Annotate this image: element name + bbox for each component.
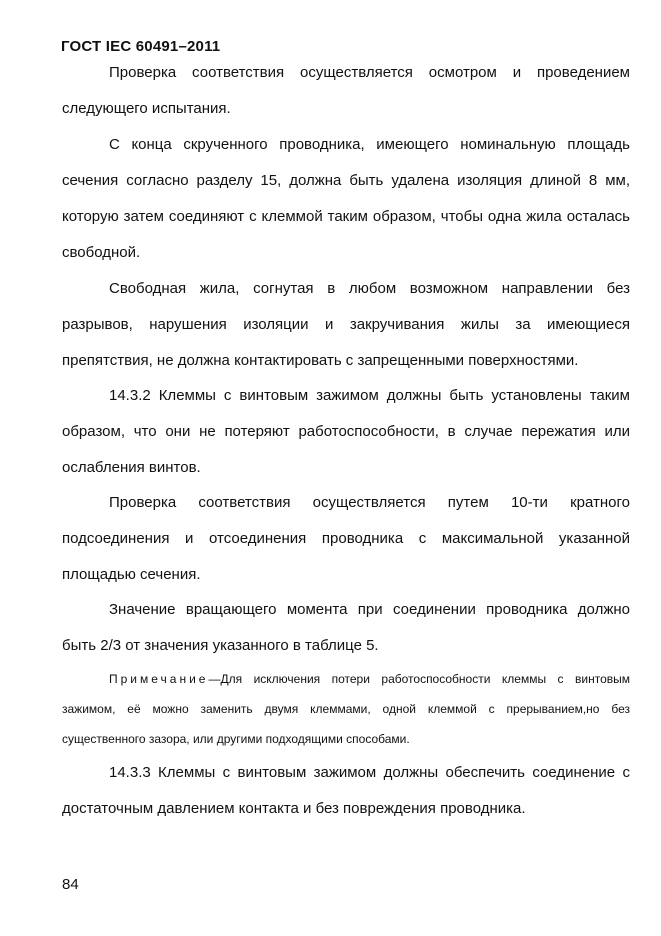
note-text: —Для исключения потери работоспособности клеммы с винтовым зажимом, её можно заменить двумя клеммами, одной клеммой с прерыванием,но без существенного зазора, или другими подходящими способами. bbox=[62, 672, 630, 746]
paragraph-test-procedure: С конца скрученного проводника, имеющего номинальную площадь сечения согласно разделу 15, должна быть удалена изоляция длиной 8 мм, которую затем соединяют с клеммой таким образом, чтобы одна жила осталась свободной. bbox=[62, 136, 630, 261]
note-label: Примечание bbox=[109, 672, 209, 686]
note-paragraph bbox=[62, 664, 630, 754]
paragraph-verification-method: Проверка соответствия осуществляется путем 10-ти кратного подсоединения и отсоединения проводника с максимальной указанной площадью сечения. bbox=[62, 494, 630, 583]
paragraph-torque-value: Значение вращающего момента при соединении проводника должно быть 2/3 от значения указанного в таблице 5. bbox=[62, 601, 630, 654]
paragraph-verification-intro: Проверка соответствия осуществляется осмотром и проведением следующего испытания. bbox=[62, 64, 630, 117]
paragraph-free-strand: Свободная жила, согнутая в любом возможном направлении без разрывов, нарушения изоляции и закручивания жилы за имеющиеся препятствия, не должна контактировать с запрещенными поверхностями. bbox=[62, 280, 630, 369]
paragraph-14-3-3: 14.3.3 Клеммы с винтовым зажимом должны обеспечить соединение с достаточным давлением контакта и без повреждения проводника. bbox=[62, 764, 630, 817]
paragraph-14-3-2: 14.3.2 Клеммы с винтовым зажимом должны быть установлены таким образом, что они не потеряют работоспособности, в случае пережатия или ослабления винтов. bbox=[62, 387, 630, 476]
page-number: 84 bbox=[62, 876, 79, 893]
standard-header: ГОСТ IEC 60491–2011 bbox=[61, 38, 221, 55]
